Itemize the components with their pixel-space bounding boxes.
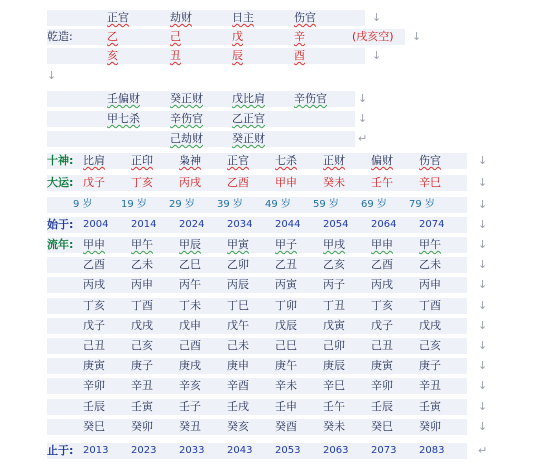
dayun-cell: 壬午 <box>371 176 393 189</box>
paragraph-mark: ↓ <box>478 359 488 372</box>
row-shading <box>47 153 467 169</box>
hidden-stem: 壬偏财 <box>107 92 140 105</box>
liunian-cell: 甲午 <box>131 238 153 251</box>
liunian-cell: 丁卯 <box>275 299 297 312</box>
row-shading <box>47 48 365 64</box>
paragraph-mark: ↓ <box>478 400 488 413</box>
liunian-row <box>0 418 534 436</box>
dayun-label: 大运: <box>47 176 74 189</box>
liunian-cell: 丙申 <box>131 278 153 291</box>
liunian-cell: 丁酉 <box>419 299 441 312</box>
liunian-cell: 乙未 <box>419 258 441 271</box>
liunian-cell: 丁酉 <box>131 299 153 312</box>
hidden-stem-row-3 <box>0 130 534 148</box>
age-cell: 39 岁 <box>217 199 243 210</box>
liunian-row <box>0 398 534 416</box>
liunian-cell: 丙戌 <box>371 278 393 291</box>
liunian-cell: 辛卯 <box>83 379 105 392</box>
end-year: 2033 <box>179 445 205 456</box>
age-cell: 79 岁 <box>409 199 435 210</box>
liunian-cell: 丙寅 <box>275 278 297 291</box>
start-year: 2014 <box>131 219 157 230</box>
paragraph-mark: ↓ <box>478 176 488 189</box>
liunian-cell: 己卯 <box>323 339 345 352</box>
end-label: 止于: <box>47 444 74 457</box>
liunian-cell: 乙卯 <box>227 258 249 271</box>
liunian-cell: 壬申 <box>275 400 297 413</box>
paragraph-mark: ↓ <box>358 112 368 125</box>
liunian-cell: 辛丑 <box>419 379 441 392</box>
age-cell: 19 岁 <box>121 199 147 210</box>
liunian-cell: 庚午 <box>275 359 297 372</box>
row-shading <box>47 217 467 233</box>
liunian-cell: 乙巳 <box>179 258 201 271</box>
liunian-row <box>0 276 534 294</box>
liunian-cell: 癸亥 <box>227 420 249 433</box>
liunian-cell: 壬戌 <box>227 400 249 413</box>
shishen-cell: 七杀 <box>275 154 297 167</box>
row-shading <box>47 10 365 26</box>
blank-row <box>0 67 534 85</box>
liunian-cell: 壬辰 <box>83 400 105 413</box>
liunian-cell: 己亥 <box>131 339 153 352</box>
end-year: 2083 <box>419 445 445 456</box>
paragraph-mark: ↓ <box>358 92 368 105</box>
paragraph-mark: ↓ <box>412 30 422 43</box>
liunian-cell: 癸丑 <box>179 420 201 433</box>
liunian-cell: 癸巳 <box>371 420 393 433</box>
stem-cell: 辛 <box>294 30 305 43</box>
shishen-cell: 伤官 <box>419 154 441 167</box>
ten-god-cell: 劫财 <box>170 11 192 24</box>
age-cell: 9 岁 <box>73 199 93 210</box>
ten-god-cell: 正官 <box>107 11 129 24</box>
liunian-cell: 丁亥 <box>83 299 105 312</box>
stem-cell: 乙 <box>107 30 118 43</box>
liunian-cell: 甲寅 <box>227 238 249 251</box>
hidden-stem: 辛伤官 <box>294 92 327 105</box>
start-year-row <box>0 216 534 234</box>
row-shading <box>47 443 467 459</box>
shishen-cell: 正官 <box>227 154 249 167</box>
branch-cell: 丑 <box>170 49 181 62</box>
shishen-cell: 正财 <box>323 154 345 167</box>
end-year: 2053 <box>275 445 301 456</box>
paragraph-mark: ↓ <box>478 420 488 433</box>
start-year: 2044 <box>275 219 301 230</box>
liunian-row <box>0 377 534 395</box>
liunian-cell: 乙酉 <box>83 258 105 271</box>
shishen-cell: 枭神 <box>179 154 201 167</box>
paragraph-mark: ↓ <box>478 218 488 231</box>
liunian-cell: 辛丑 <box>131 379 153 392</box>
liunian-cell: 丙戌 <box>83 278 105 291</box>
liunian-cell: 甲辰 <box>179 238 201 251</box>
hidden-stem: 戊比肩 <box>232 92 265 105</box>
liunian-row <box>0 357 534 375</box>
liunian-cell: 壬午 <box>323 400 345 413</box>
liunian-row <box>0 317 534 335</box>
liunian-cell: 甲申 <box>371 238 393 251</box>
paragraph-mark: ↓ <box>478 299 488 312</box>
liunian-cell: 戊戌 <box>131 319 153 332</box>
end-year: 2013 <box>83 445 109 456</box>
row-shading <box>47 197 467 213</box>
liunian-cell: 戊寅 <box>323 319 345 332</box>
shishen-cell: 正印 <box>131 154 153 167</box>
row-shading <box>47 318 467 334</box>
paragraph-mark: ↓ <box>478 339 488 352</box>
row-shading <box>47 338 467 354</box>
row-shading <box>47 298 467 314</box>
start-year: 2034 <box>227 219 253 230</box>
dayun-cell: 辛巳 <box>419 176 441 189</box>
liunian-cell: 癸未 <box>323 420 345 433</box>
age-cell: 29 岁 <box>169 199 195 210</box>
row-shading <box>47 378 467 394</box>
start-year: 2064 <box>371 219 397 230</box>
liunian-cell: 戊申 <box>179 319 201 332</box>
liunian-cell: 癸卯 <box>131 420 153 433</box>
branch-cell: 酉 <box>294 49 305 62</box>
hidden-stem: 癸正财 <box>170 92 203 105</box>
liunian-cell: 丁巳 <box>227 299 249 312</box>
end-year: 2073 <box>371 445 397 456</box>
liunian-cell: 甲申 <box>83 238 105 251</box>
liunian-cell: 辛未 <box>275 379 297 392</box>
liunian-cell: 壬子 <box>179 400 201 413</box>
liunian-row <box>0 256 534 274</box>
liunian-cell: 丙子 <box>323 278 345 291</box>
liunian-cell: 乙未 <box>131 258 153 271</box>
end-year-row <box>0 442 534 460</box>
liunian-cell: 癸巳 <box>83 420 105 433</box>
liunian-cell: 辛卯 <box>371 379 393 392</box>
liunian-cell: 庚戌 <box>179 359 201 372</box>
end-year: 2043 <box>227 445 253 456</box>
liunian-cell: 甲戌 <box>323 238 345 251</box>
paragraph-mark: ↓ <box>478 198 488 211</box>
hidden-stem: 辛伤官 <box>170 112 203 125</box>
return-mark: ↵ <box>478 444 488 457</box>
age-row <box>0 196 534 214</box>
hidden-stem-row-2 <box>0 110 534 128</box>
return-mark: ↵ <box>358 132 368 145</box>
liunian-row <box>0 337 534 355</box>
liunian-cell: 壬寅 <box>419 400 441 413</box>
branch-cell: 辰 <box>232 49 243 62</box>
hidden-stem-row-1 <box>0 90 534 108</box>
liunian-cell: 丁亥 <box>371 299 393 312</box>
liunian-cell: 壬寅 <box>131 400 153 413</box>
kong-note: (戌亥空) <box>352 30 394 43</box>
shishen-cell: 偏财 <box>371 154 393 167</box>
start-year: 2024 <box>179 219 205 230</box>
liunian-cell: 庚申 <box>227 359 249 372</box>
paragraph-mark: ↓ <box>478 154 488 167</box>
liunian-cell: 庚子 <box>419 359 441 372</box>
start-year: 2004 <box>83 219 109 230</box>
dayun-cell: 乙酉 <box>227 176 249 189</box>
branch-cell: 亥 <box>107 49 118 62</box>
age-cell: 59 岁 <box>313 199 339 210</box>
liunian-cell: 壬辰 <box>371 400 393 413</box>
dayun-cell: 丁亥 <box>131 176 153 189</box>
liunian-cell: 乙丑 <box>275 258 297 271</box>
row-shading <box>47 399 467 415</box>
header-stem-row <box>0 28 534 46</box>
qian-label: 乾造: <box>47 30 73 43</box>
row-shading <box>47 257 467 273</box>
liunian-cell: 戊子 <box>371 319 393 332</box>
paragraph-mark: ↓ <box>478 319 488 332</box>
row-shading <box>47 237 467 253</box>
dayun-cell: 丙戌 <box>179 176 201 189</box>
paragraph-mark: ↓ <box>478 258 488 271</box>
liunian-cell: 丙午 <box>179 278 201 291</box>
dayun-row <box>0 174 534 192</box>
liunian-cell: 甲午 <box>419 238 441 251</box>
paragraph-mark: ↓ <box>372 49 382 62</box>
liunian-cell: 己亥 <box>419 339 441 352</box>
liunian-cell: 庚子 <box>131 359 153 372</box>
liunian-cell: 乙酉 <box>371 258 393 271</box>
start-year: 2074 <box>419 219 445 230</box>
start-year: 2054 <box>323 219 349 230</box>
age-cell: 69 岁 <box>361 199 387 210</box>
liunian-cell: 甲子 <box>275 238 297 251</box>
liunian-cell: 辛酉 <box>227 379 249 392</box>
ten-god-cell: 伤官 <box>294 11 316 24</box>
paragraph-mark: ↓ <box>47 69 57 82</box>
header-branch-row <box>0 47 534 65</box>
shishen-cell: 比肩 <box>83 154 105 167</box>
liunian-cell: 己巳 <box>275 339 297 352</box>
liunian-cell: 戊午 <box>227 319 249 332</box>
liunian-cell: 乙亥 <box>323 258 345 271</box>
age-cell: 49 岁 <box>265 199 291 210</box>
liunian-cell: 己丑 <box>83 339 105 352</box>
dayun-cell: 甲申 <box>275 176 297 189</box>
end-year: 2023 <box>131 445 157 456</box>
liunian-cell: 丁未 <box>179 299 201 312</box>
paragraph-mark: ↓ <box>372 11 382 24</box>
row-shading <box>47 277 467 293</box>
hidden-stem: 己劫财 <box>170 132 203 145</box>
end-year: 2063 <box>323 445 349 456</box>
hidden-stem: 乙正官 <box>232 112 265 125</box>
row-shading <box>47 358 467 374</box>
dayun-cell: 癸未 <box>323 176 345 189</box>
liunian-cell: 癸卯 <box>419 420 441 433</box>
ten-god-cell: 日主 <box>232 11 254 24</box>
liunian-cell: 己丑 <box>371 339 393 352</box>
liunian-cell: 辛巳 <box>323 379 345 392</box>
liunian-cell: 戊子 <box>83 319 105 332</box>
paragraph-mark: ↓ <box>478 379 488 392</box>
liunian-label: 流年: <box>47 238 74 251</box>
liunian-cell: 己未 <box>227 339 249 352</box>
liunian-row <box>0 236 534 254</box>
liunian-cell: 癸酉 <box>275 420 297 433</box>
row-shading <box>47 419 467 435</box>
liunian-cell: 丙辰 <box>227 278 249 291</box>
paragraph-mark: ↓ <box>478 278 488 291</box>
liunian-cell: 丁丑 <box>323 299 345 312</box>
stem-cell: 己 <box>170 30 181 43</box>
start-label: 始于: <box>47 218 74 231</box>
header-ten-god-row <box>0 9 534 27</box>
hidden-stem: 甲七杀 <box>107 112 140 125</box>
liunian-cell: 戊辰 <box>275 319 297 332</box>
liunian-cell: 辛亥 <box>179 379 201 392</box>
hidden-stem: 癸正财 <box>232 132 265 145</box>
row-shading <box>47 175 467 191</box>
liunian-cell: 庚寅 <box>83 359 105 372</box>
liunian-cell: 庚寅 <box>371 359 393 372</box>
liunian-cell: 己酉 <box>179 339 201 352</box>
liunian-cell: 丙申 <box>419 278 441 291</box>
paragraph-mark: ↓ <box>478 238 488 251</box>
shishen-row <box>0 152 534 170</box>
liunian-cell: 庚辰 <box>323 359 345 372</box>
shishen-label: 十神: <box>47 154 74 167</box>
liunian-row <box>0 297 534 315</box>
dayun-cell: 戊子 <box>83 176 105 189</box>
stem-cell: 戊 <box>232 30 243 43</box>
liunian-cell: 戊戌 <box>419 319 441 332</box>
